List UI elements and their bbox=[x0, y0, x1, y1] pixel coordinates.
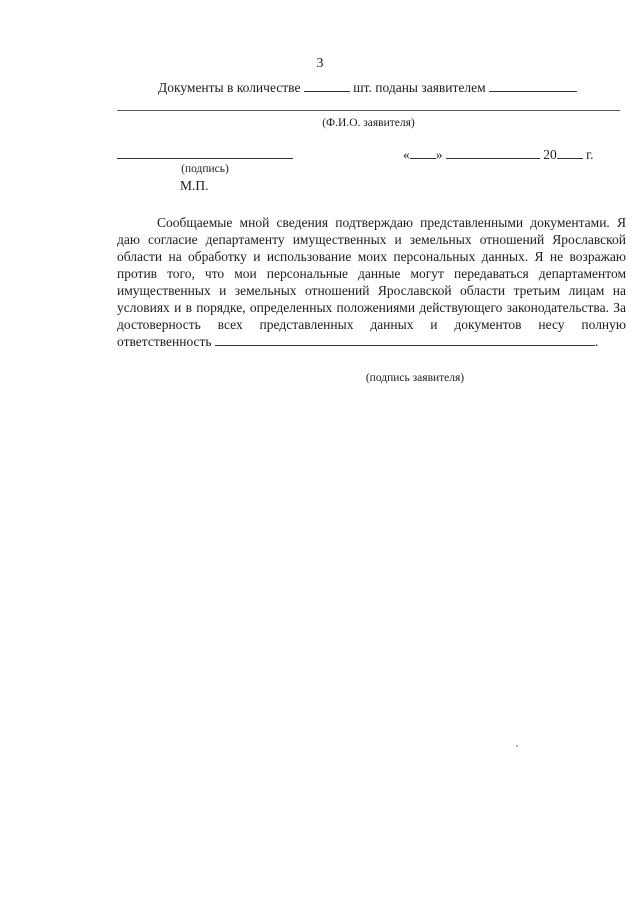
page-number: 3 bbox=[316, 56, 324, 71]
applicant-signature-caption: (подпись заявителя) bbox=[365, 372, 465, 384]
signature-line bbox=[117, 158, 293, 159]
consent-end-punct: . bbox=[594, 334, 599, 349]
documents-submitted-label: шт. поданы заявителем bbox=[353, 80, 486, 95]
fio-caption: (Ф.И.О. заявителя) bbox=[322, 117, 415, 129]
applicant-fio-line bbox=[117, 110, 620, 111]
date-close-quote: » bbox=[435, 147, 443, 162]
documents-count-label: Документы в количестве bbox=[158, 80, 301, 95]
date-month-blank bbox=[446, 147, 540, 159]
stamp-label: М.П. bbox=[180, 178, 209, 193]
date-year-prefix: 20 bbox=[543, 147, 557, 162]
scan-speck bbox=[516, 745, 518, 747]
responsibility-signature-blank bbox=[215, 334, 595, 346]
documents-count-line bbox=[158, 80, 577, 96]
consent-paragraph bbox=[117, 214, 626, 350]
date-line bbox=[403, 147, 594, 163]
date-day-blank bbox=[410, 147, 436, 159]
date-open-quote: « bbox=[403, 147, 410, 162]
applicant-name-blank bbox=[489, 80, 577, 92]
date-year-blank bbox=[557, 147, 583, 159]
signature-caption: (подпись) bbox=[181, 163, 229, 175]
documents-count-blank bbox=[304, 80, 350, 92]
date-year-suffix: г. bbox=[586, 147, 594, 162]
consent-text: Сообщаемые мной сведения подтверждаю представленными документами. Я даю согласие департаменту имущественных и земельных отношений Ярославской области на обработку и использование моих персональных данных. Я не возражаю против того, что мои персональные данные могут передаваться департаментом имущественных и земельных отношений Ярославской области третьим лицам на условиях и в порядке, определенных положениями действующего законодательства. За достоверность всех представленных данных и документов несу полную ответственность bbox=[117, 215, 626, 349]
